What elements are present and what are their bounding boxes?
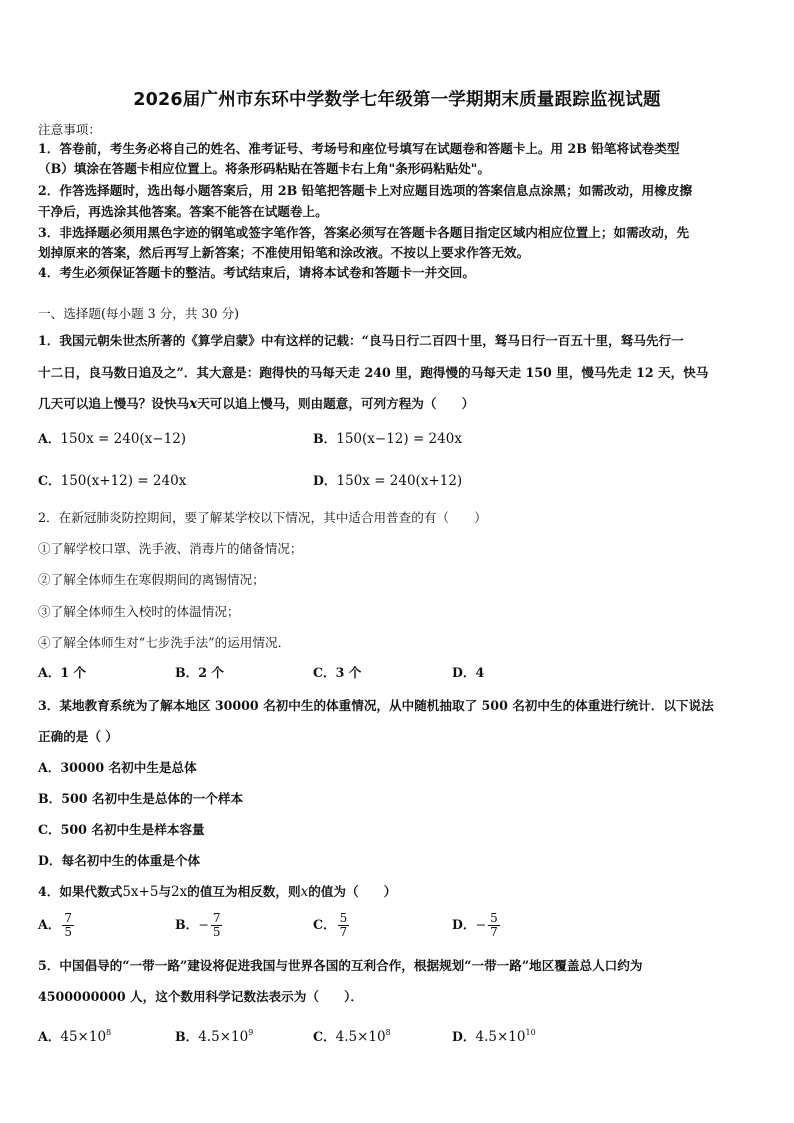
- option-label: C．: [313, 1029, 336, 1044]
- option-exponent: 8: [106, 1028, 112, 1037]
- option-exponent: 9: [248, 1028, 254, 1037]
- q4-text: 的值为（ ）: [308, 884, 397, 899]
- option-expression: 150x = 240(x+12): [336, 473, 463, 489]
- q2-item: ②了解全体师生在寒假期间的离锡情况；: [38, 572, 265, 587]
- q2-option-c: C．3 个: [313, 665, 362, 680]
- q3-stem-line: 正确的是（ ）: [38, 729, 118, 744]
- notes-heading: 注意事项：: [38, 122, 101, 137]
- fraction: [488, 912, 500, 939]
- option-sign: −: [198, 917, 209, 932]
- q2-option-d: D．4: [452, 665, 485, 680]
- exam-title: 2026届广州市东环中学数学七年级第一学期期末质量跟踪监视试题: [133, 90, 661, 110]
- q3-option-d: D．每名初中生的体重是个体: [38, 853, 201, 868]
- q3-option-c: C．500 名初中生是样本容量: [38, 822, 205, 837]
- q4-expression: 5x+5: [122, 884, 159, 900]
- notes-line: 划掉原来的答案，然后再写上新答案；不准使用铅笔和涂改液。不按以上要求作答无效。: [38, 245, 530, 260]
- fraction-numerator: 5: [490, 911, 498, 925]
- notes-line: 1．答卷前，考生务必将自己的姓名、准考证号、考场号和座位号填写在试题卷和答题卡上。用 2B 铅笔将试卷类型: [38, 141, 680, 156]
- q4-text: 的值互为相反数，则: [187, 884, 301, 899]
- q4-option-a: [38, 912, 74, 939]
- q1-text: 天可以追上慢马，则由题意，可列方程为（ ）: [197, 396, 475, 411]
- option-label: C．: [313, 917, 336, 932]
- notes-line: （B）填涂在答题卡相应位置上。将条形码粘贴在答题卡右上角"条形码粘贴处"。: [38, 161, 490, 176]
- notes-line: 4．考生必须保证答题卡的整洁。考试结束后，请将本试卷和答题卡一并交回。: [38, 265, 475, 280]
- option-label: A．: [38, 431, 61, 446]
- fraction-denominator: 7: [339, 925, 348, 939]
- q4-expression: 2x: [171, 884, 188, 900]
- section-heading: 一、选择题(每小题 3 分，共 30 分): [38, 306, 240, 321]
- option-label: A．: [38, 1029, 61, 1044]
- fraction-numerator: 7: [64, 911, 73, 925]
- q1-option-b: [313, 430, 462, 448]
- fraction: [211, 912, 223, 939]
- notes-line: 干净后，再选涂其他答案。答案不能答在试题卷上。: [38, 204, 328, 219]
- q1-stem-line: 1．我国元朝朱世杰所著的《算学启蒙》中有这样的记载：“良马日行二百四十里，驽马日行一百五十里，驽马先行一: [38, 333, 684, 348]
- q4-option-b: [175, 912, 222, 939]
- option-label: B．: [313, 431, 337, 446]
- notes-line: 2．作答选择题时，选出每小题答案后，用 2B 铅笔把答题卡上对应题目选项的答案信息点涂黑；如需改动，用橡皮擦: [38, 183, 693, 198]
- option-expression: 150x = 240(x−12): [60, 431, 187, 447]
- q3-option-b: B．500 名初中生是总体的一个样本: [38, 791, 244, 806]
- q5-stem-line: 4500000000 人，这个数用科学记数法表示为（ ）．: [38, 989, 363, 1004]
- q5-option-d: [452, 1024, 536, 1046]
- fraction-numerator: 5: [339, 911, 348, 925]
- option-exponent: 8: [385, 1028, 391, 1037]
- option-expression: 150(x−12) = 240x: [336, 431, 462, 447]
- q3-option-a: A．30000 名初中生是总体: [38, 760, 197, 775]
- option-label: A．: [38, 917, 61, 932]
- q1-option-d: [313, 472, 462, 490]
- q2-option-a: A．1 个: [38, 665, 87, 680]
- q5-option-b: [175, 1024, 253, 1046]
- fraction: [338, 912, 350, 939]
- option-expression: 150(x+12) = 240x: [60, 473, 187, 489]
- option-base: 45×10: [60, 1029, 107, 1045]
- fraction: [62, 912, 74, 939]
- q1-text: 几天可以追上慢马？设快马: [38, 396, 190, 411]
- option-label: B．: [175, 1029, 199, 1044]
- option-label: C．: [38, 473, 61, 488]
- q2-stem: 2．在新冠肺炎防控期间，要了解某学校以下情况，其中适合用普查的有（ ）: [38, 510, 487, 525]
- q4-option-d: [452, 912, 500, 939]
- q5-option-a: [38, 1024, 111, 1046]
- q5-stem-line: 5．中国倡导的“一带一路”建设将促进我国与世界各国的互利合作，根据规划“一带一路”地区覆盖总人口约为: [38, 958, 643, 973]
- fraction-numerator: 7: [212, 911, 221, 925]
- option-base: 4.5×10: [335, 1029, 386, 1045]
- q2-item: ③了解全体师生入校时的体温情况；: [38, 604, 240, 619]
- q1-option-c: [38, 472, 186, 490]
- option-label: D．: [313, 473, 337, 488]
- option-base: 4.5×10: [475, 1029, 526, 1045]
- option-exponent: 10: [525, 1028, 536, 1037]
- q1-stem-line: [38, 396, 474, 412]
- option-label: D．: [452, 917, 476, 932]
- q4-stem: [38, 884, 396, 900]
- q4-text: 4．如果代数式: [38, 884, 123, 899]
- q4-variable: x: [300, 884, 309, 900]
- q5-option-c: [313, 1024, 391, 1046]
- fraction-denominator: 7: [490, 925, 498, 939]
- option-base: 4.5×10: [198, 1029, 249, 1045]
- option-label: D．: [452, 1029, 476, 1044]
- q2-item: ①了解学校口罩、洗手液、消毒片的储备情况；: [38, 541, 303, 556]
- q1-option-a: [38, 430, 186, 448]
- q3-stem-line: 3．某地教育系统为了解本地区 30000 名初中生的体重情况，从中随机抽取了 500 名初中生的体重进行统计．以下说法: [38, 698, 714, 713]
- notes-line: 3．非选择题必须用黑色字迹的钢笔或签字笔作答，答案必须写在答题卡各题目指定区域内相应位置上；如需改动，先: [38, 225, 690, 240]
- q4-option-c: [313, 912, 349, 939]
- q1-variable: x: [189, 396, 198, 412]
- q2-item: ④了解全体师生对“七步洗手法”的运用情况．: [38, 635, 291, 650]
- q4-text: 与: [158, 884, 172, 899]
- option-label: B．: [175, 917, 199, 932]
- fraction-denominator: 5: [212, 925, 221, 939]
- fraction-denominator: 5: [64, 925, 73, 939]
- option-sign: −: [475, 917, 487, 932]
- q2-option-b: B．2 个: [175, 665, 224, 680]
- q1-stem-line: 十二日，良马数日追及之”．其大意是：跑得快的马每天走 240 里，跑得慢的马每天走 150 里，慢马先走 12 天，快马: [38, 365, 709, 380]
